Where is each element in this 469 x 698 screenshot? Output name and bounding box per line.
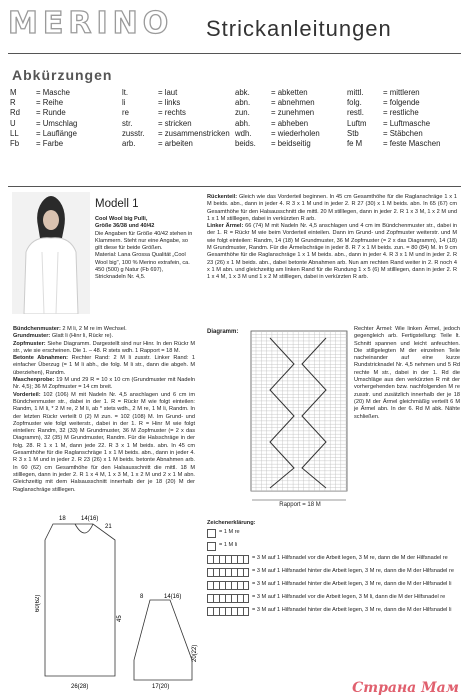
abbrev-key: M [10, 88, 17, 97]
abbrev-key: U [10, 118, 16, 128]
abbrev-value: = beidseitig [271, 139, 311, 149]
abbrev-value: = arbeiten [158, 139, 193, 149]
legend-item [207, 607, 457, 620]
svg-text:45: 45 [117, 615, 123, 622]
abbrev-value: = stricken [158, 118, 192, 128]
instructions-left [13, 326, 195, 494]
legend-symbol-icon [207, 529, 216, 538]
instructions-right: Rechter Ärmel: Wie linken Ärmel, jedoch gegengleich arb. Fertigstellung: Teile lt. Schnitt spannen und leicht anfeuchten. Die stillgelegten M der einzelnen Teile nacheinander auf eine kurze Rundstricknadel Nr. 4,5 nehmen und 5 Rd rechte M str., dabei in der 1. Rd die Umschläge aus den verkürzten R mit der vorhergehenden bzw. nachfolgenden M re zusstr. und zusätzlich innerhalb der je 18 (20) M der Ärmel gleichmäßig verteilt 6 M je Ärmel abn. In der 6. Rd M abk. Nähte schließen. [354, 326, 460, 420]
diagram-label: Diagramm: [207, 329, 239, 335]
abbrev-value: = Runde [36, 108, 66, 118]
abbrev-key: re [122, 108, 129, 118]
abbrev-row [10, 139, 77, 149]
abbrev-row [235, 108, 320, 118]
legend-text: = 1 M re [219, 529, 240, 536]
svg-text:17(20): 17(20) [152, 684, 170, 690]
abbrev-value: = mittleren [383, 88, 420, 97]
legend-symbol-icon [207, 555, 249, 564]
model-title: Modell 1 [95, 198, 139, 210]
abbrev-key: fe M [347, 139, 363, 149]
abbrev-value: = abnehmen [271, 98, 315, 108]
abbrev-value: = restliche [383, 108, 419, 118]
legend [207, 520, 457, 620]
instruction-paragraph: Grundmuster: Glatt li (Hinr li, Rückr re). [13, 333, 114, 340]
abbrev-key: folg. [347, 98, 362, 108]
brand-logo: MERINO [8, 6, 174, 41]
abbrev-value: = laut [158, 88, 178, 97]
abbrev-value: = Farbe [36, 139, 64, 149]
legend-text: = 3 M auf 1 Hilfsnadel hinter die Arbeit legen, 3 M re, dann die M der Hilfsnadel re [252, 568, 454, 575]
legend-item [207, 594, 457, 607]
watermark: Страна Мам [352, 680, 459, 696]
legend-item [207, 581, 457, 594]
abbrev-row [347, 129, 440, 139]
abbrev-key: mittl. [347, 88, 364, 97]
legend-text: = 3 M auf 1 Hilfsnadel vor die Arbeit legen, 3 M re, dann die M der Hilfsnadel re [252, 555, 448, 562]
abbrev-key: LL [10, 128, 19, 138]
abbrev-value: = abketten [271, 88, 308, 97]
model-sizes: Größe 36/38 und 40/42 [95, 223, 155, 230]
model-subtitle: Cool Wool big Pulli, [95, 216, 148, 222]
abbrev-row [10, 98, 77, 108]
abbrev-value: = links [158, 98, 181, 108]
instruction-paragraph: Maschenprobe: 19 M und 29 R = 10 x 10 cm (Grundmuster mit Nadeln Nr. 4,5); 36 M Zopfmuster = 14 cm breit. [13, 377, 195, 391]
legend-symbol-icon [207, 594, 249, 603]
abbrev-row [122, 98, 230, 108]
abbrev-value: = Umschlag [36, 118, 78, 128]
abbrev-row [235, 88, 320, 98]
legend-text: = 3 M auf 1 Hilfsnadel vor die Arbeit legen, 3 M li, dann die M der Hilfsnadel re [252, 594, 446, 601]
abbrev-value: = Lauflänge [36, 128, 77, 138]
abbrev-row [122, 139, 230, 149]
abbrev-key: R [10, 98, 16, 108]
instruction-paragraph: Zopfmuster: Siehe Diagramm. Dargestellt sind nur Hinr. In den Rückr M str., wie sie erscheinen. Die 1. – 48. R stets wdh. 1 Rapport = 18 M. [13, 340, 195, 354]
abbrev-value: = wiederholen [271, 128, 320, 138]
svg-text:60(62): 60(62) [35, 594, 41, 612]
svg-text:20(22): 20(22) [192, 644, 198, 662]
svg-text:21: 21 [105, 524, 112, 530]
svg-text:8: 8 [140, 594, 144, 600]
abbrev-key: beids. [235, 139, 256, 149]
abbrev-row [122, 129, 230, 139]
abbrev-key: Luftm [347, 118, 367, 128]
abbrev-key: Stb [347, 128, 359, 138]
abbrev-key: str. [122, 118, 133, 128]
page-title: Strickanleitungen [206, 16, 392, 41]
abbrev-value: = abheben [271, 118, 309, 128]
abbrev-row [347, 139, 440, 149]
legend-symbol-icon [207, 542, 216, 551]
abbrev-key: Fb [10, 139, 20, 149]
legend-symbol-icon [207, 607, 249, 616]
abbrev-key: zusstr. [122, 128, 145, 138]
abbrev-key: restl. [347, 108, 364, 118]
abbrev-key: lt. [122, 88, 129, 97]
abbrev-row [10, 119, 77, 129]
abbrev-key: arb. [122, 139, 136, 149]
abbrev-heading: Abkürzungen [12, 67, 113, 83]
abbrev-row [235, 129, 320, 139]
legend-item [207, 542, 457, 555]
abbrev-value: = Masche [36, 88, 71, 97]
legend-heading: Zeichenerklärung: [207, 520, 256, 526]
abbrev-row [10, 129, 77, 139]
abbrev-row [122, 119, 230, 129]
body-schematic [35, 512, 135, 697]
abbrev-key: abn. [235, 98, 251, 108]
abbrev-value: = Stäbchen [383, 128, 423, 138]
abbrev-row [347, 119, 440, 129]
legend-text: = 3 M auf 1 Hilfsnadel hinter die Arbeit legen, 3 M re, dann die M der Hilfsnadel li [252, 607, 452, 614]
instruction-paragraph: Bündchenmuster: 2 M li, 2 M re im Wechsel. [13, 326, 127, 332]
abbrev-row [10, 88, 77, 98]
abbrev-key: wdh. [235, 128, 252, 138]
cable-diagram [250, 330, 350, 513]
svg-text:14(16): 14(16) [81, 516, 99, 522]
abbrev-row [235, 98, 320, 108]
legend-symbol-icon [207, 581, 249, 590]
abbrev-row [122, 108, 230, 118]
legend-item [207, 529, 457, 542]
model-intro [95, 216, 195, 282]
model-photo [12, 192, 90, 314]
rapport-label: Rapport = 18 M [279, 502, 321, 508]
abbrev-row [235, 119, 320, 129]
instruction-paragraph: Vorderteil: 102 (106) M mit Nadeln Nr. 4,5 anschlagen und 6 cm im Bündchenmuster str., dabei in der 1. R = Rückr M wie folgt einteilen: Randm, 1 M li, * 2 M re, 2 M li, ab * stets wdh., 2 M re, 1 M li, Randm. In der letzten Rückr verteilt 0 (2) M zun. = 102 (108) M. Im Grund- und Zopfmuster wie folgt weiterstr., dabei in der 1. R = Hinr M wie folgt einteilen: Randm, 32 (33) M Grundmuster, 36 M Zopfmuster (= 2 x das Diagramm), 32 (35) M Grundmuster, Randm. Für die Halsschräge in der folg. 28. R 1 x 1 M, dann jede 22. R 3 x 1 M beids. abn. In 45 cm Gesamthöhe für die Raglanschräge 1 x 1 M beids. abn., dann in jeder 4. R 3 x 1 M und in jeder 2. R 23 (26) x 1 M beids. betonte Abnahmen arb. In 60 (62) cm Gesamthöhe für den Halsausschnitt die mittl. 18 M stilllegen, dann in jeder 2. R 1 x 4 M, 1 x 3 M, 1 x 2 M und 2 x 1 M abn. Gleichzeitig mit dem Halsausschnitt innerhalb der je 18 (20) M der Raglanschräge stilllegen. [13, 391, 195, 493]
abbrev-key: abh. [235, 118, 251, 128]
instructions-mid [207, 194, 457, 282]
svg-text:26(28): 26(28) [71, 684, 89, 690]
abbrev-key: Rd [10, 108, 20, 118]
abbrev-value: = zunehmen [271, 108, 315, 118]
model-material: Material: Lana Grossa Qualität „Cool Wool big", 100 % Merino extrafein, ca. 450 (500) g Natur (Fb 697), Stricknadeln Nr. 4,5. [95, 252, 190, 281]
legend-item [207, 568, 457, 581]
abbrev-row [122, 88, 230, 98]
abbrev-key: li [122, 98, 126, 108]
legend-text: = 3 M auf 1 Hilfsnadel hinter die Arbeit legen, 3 M re, dann die M der Hilfsnadel li [252, 581, 452, 588]
legend-symbol-icon [207, 568, 249, 577]
abbrev-row [347, 88, 440, 98]
abbrev-row [10, 108, 77, 118]
svg-text:18: 18 [59, 516, 66, 522]
abbrev-value: = rechts [158, 108, 186, 118]
instruction-paragraph: Rückenteil: Gleich wie das Vorderteil beginnen. In 45 cm Gesamthöhe für die Raglanschräge 1 x 1 M beids. abn., dann in jeder 4. R 3 x 1 M und in jeder 2. R 27 (30) x 1 M beids. abn. In 65 (67) cm Gesamthöhe für den Halsausschnitt die mittl. 20 M stilllegen, dann in jeder 2. R 1 x 3 M, 1 x 2 M und 1 x 1 M stilllegen, dabei in verkürzten R arb. [207, 194, 457, 222]
model-intro-text: Die Angaben für Größe 40/42 stehen in Klammern. Steht nur eine Angabe, so gilt diese für beide Größen. [95, 230, 193, 252]
abbrev-row [347, 108, 440, 118]
divider [8, 53, 461, 54]
abbrev-value: = folgende [383, 98, 420, 108]
svg-text:14(16): 14(16) [164, 594, 182, 600]
abbrev-value: = feste Maschen [383, 139, 441, 149]
abbrev-key: zun. [235, 108, 250, 118]
sleeve-schematic [128, 590, 200, 695]
abbrev-row [347, 98, 440, 108]
instruction-paragraph: Betonte Abnahmen: Rechter Rand: 2 M li zusstr. Linker Rand: 1 einfacher Überzug (= 1 M li abh., die folg. M li str., dann die abgeh. M überziehen), Randm. [13, 355, 195, 376]
abbrev-value: = zusammenstricken [158, 128, 230, 138]
instruction-paragraph: Linker Ärmel: 66 (74) M mit Nadeln Nr. 4,5 anschlagen und 4 cm im Bündchenmuster str., dabei in der 1. R = Rückr M wie beim Vorderteil einteilen. Dann im Grund- und Zopfmuster weiterstr. und M wie folgt einteilen: Randm, 14 (18) M Grundmuster, 36 M Zopfmuster (= 2 x das Diagramm), 14 (18) M Grundmuster, Randm. Für die Ärmelschräge in jeder 8. R 7 x 1 M beids. zun. = 80 (84) M. In 9 cm Gesamthöhe für die Raglanschräge 1 x 1 M beids. abn., dann in jeder 4. R 3 x 1 M und in jeder 2. R 23 (26) x 1 M beids. abn., dabei betonte Abnahmen arb. Nun am rechten Rand weiter in 2. R noch 4 x 1 M abn. und gleichzeitig am linken Rand für die Rundung 1 x 5 (6) M stilllegen, dann in jeder 2. R 1 x 4 M, 1 x 3 M und 1 x 2 M stilllegen, dabei in verkürzten R arb. [207, 223, 458, 281]
divider [8, 186, 461, 187]
abbrev-row [235, 139, 320, 149]
legend-text: = 1 M li [219, 542, 238, 549]
abbrev-value: = Luftmasche [383, 118, 431, 128]
abbrev-key: abk. [235, 88, 250, 97]
legend-item [207, 555, 457, 568]
abbrev-value: = Reihe [36, 98, 64, 108]
